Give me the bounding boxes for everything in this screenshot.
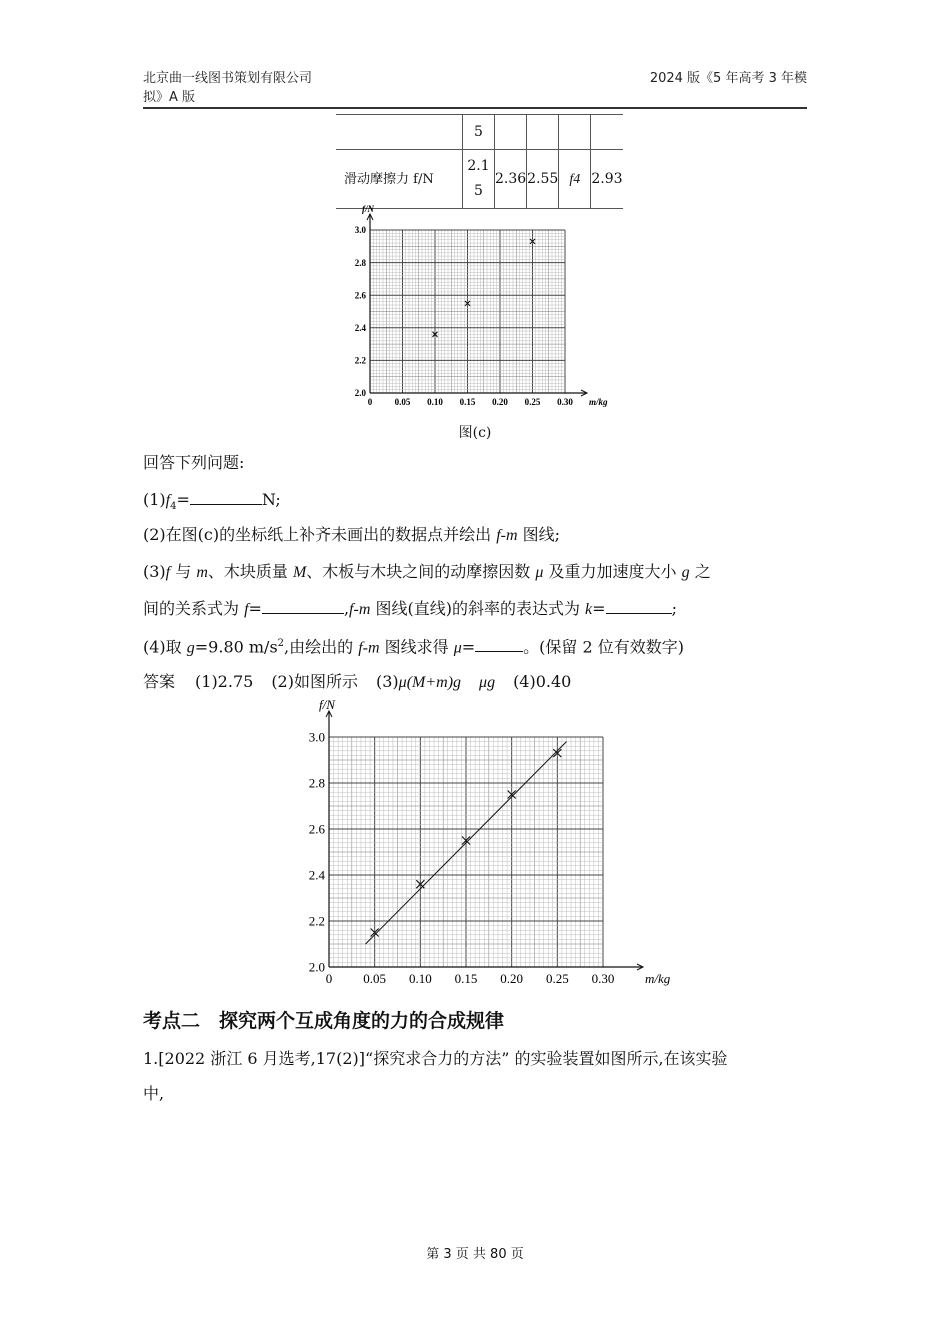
q3-text-segment: 与 xyxy=(170,562,197,581)
y-tick-label: 3.0 xyxy=(354,225,366,236)
y-tick-label: 2.2 xyxy=(308,913,325,929)
question-4: (4)取 g=9.80 $m/s^2$,由绘出的 f-m 图线求得 μ= 。(保留 2 位有效数字) xyxy=(143,637,685,657)
answer-blank[interactable] xyxy=(606,597,672,614)
figure-caption: 图(c) xyxy=(458,425,492,441)
section-heading: 考点二 探究两个互成角度的力的合成规律 xyxy=(143,1010,505,1032)
table-row-label: 滑动摩擦力 f/N xyxy=(336,150,463,209)
y-axis-label: f/N xyxy=(319,697,335,712)
y-tick-label: 2.8 xyxy=(354,257,366,268)
q3-text-segment: 、木板与木块之间的动摩擦因数 xyxy=(306,562,536,581)
q3-text-segment: g xyxy=(681,564,690,581)
q3-text-segment: (3) xyxy=(143,562,166,581)
question-3-line2: 间的关系式为 f= ,f-m 图线(直线)的斜率的表达式为 k= ; xyxy=(143,599,677,618)
question-2: (2)在图(c)的坐标纸上补齐未画出的数据点并绘出 f-m 图线; xyxy=(143,525,561,544)
q3-text-segment: μ xyxy=(535,564,544,581)
table-cell xyxy=(336,115,463,150)
q3-text-segment: f xyxy=(165,564,171,581)
question-3-line1 xyxy=(143,561,711,584)
x-axis-label: m/kg xyxy=(645,971,671,986)
data-table xyxy=(336,114,623,209)
answer-line: 答案 (1)2.75 (2)如图所示 (3)μ(M+m)g μg (4)0.40 xyxy=(143,672,572,691)
table-cell: 2.36 xyxy=(495,150,527,209)
header-right: 2024 版《5 年高考 3 年模 xyxy=(649,71,807,86)
x-tick-label: 0.05 xyxy=(394,397,411,407)
y-tick-label: 2.6 xyxy=(354,290,366,301)
table-cell xyxy=(495,115,527,150)
x-tick-label: 0.30 xyxy=(591,971,615,986)
x-tick-label: 0.25 xyxy=(545,971,569,986)
problem-1-line2: 中, xyxy=(143,1084,165,1103)
q3-text-segment: 、木块质量 xyxy=(207,562,293,581)
table-cell xyxy=(591,115,623,150)
answer-blank[interactable] xyxy=(262,597,344,614)
y-tick-label: 2.4 xyxy=(308,867,325,883)
answer-blank[interactable] xyxy=(190,488,262,505)
page-footer: 第 3 页 共 80 页 xyxy=(426,1247,524,1262)
q3-text-segment: 之 xyxy=(689,562,711,581)
x-tick-label: 0.30 xyxy=(557,397,573,407)
y-axis-label: f/N xyxy=(362,204,374,214)
header-left-line2: 拟》A 版 xyxy=(143,90,196,105)
y-tick-label: 2.6 xyxy=(308,821,325,837)
q3-text-segment: M xyxy=(292,564,307,581)
x-tick-label: 0.20 xyxy=(500,971,524,986)
header-rule xyxy=(143,107,807,109)
y-tick-label: 2.0 xyxy=(308,959,325,975)
chart-answer-graph xyxy=(296,697,671,994)
y-tick-label: 2.8 xyxy=(308,775,325,791)
q3-text-segment: 及重力加速度大小 xyxy=(543,562,682,581)
x-tick-label: 0.15 xyxy=(459,397,476,407)
x-tick-label: 0 xyxy=(325,971,333,986)
x-tick-label: 0.05 xyxy=(363,971,387,986)
x-tick-label: 0.15 xyxy=(454,971,478,986)
table-cell xyxy=(527,115,559,150)
table-cell: 2.93 xyxy=(591,150,623,209)
question-intro: 回答下列问题: xyxy=(143,453,245,472)
y-tick-label: 3.0 xyxy=(308,729,325,745)
x-tick-label: 0.10 xyxy=(408,971,432,986)
problem-1-line1: 1.[2022 浙江 6 月选考,17(2)]“探究求合力的方法” 的实验装置如图所示,在该实验 xyxy=(143,1049,728,1068)
table-cell xyxy=(559,115,591,150)
table-cell: 2.1 5 xyxy=(463,150,495,209)
y-tick-label: 2.4 xyxy=(354,322,366,333)
question-1: $(1)f_4= N$; xyxy=(143,490,281,513)
y-tick-label: 2.2 xyxy=(354,355,366,366)
x-axis-label: m/kg xyxy=(589,397,608,407)
x-tick-label: 0.20 xyxy=(492,397,508,407)
y-tick-label: 2.0 xyxy=(354,388,366,399)
x-tick-label: 0 xyxy=(367,397,373,407)
chart-figure-c xyxy=(340,203,610,418)
x-tick-label: 0.10 xyxy=(427,397,443,407)
table-cell: f4 xyxy=(559,150,591,209)
x-tick-label: 0.25 xyxy=(524,397,541,407)
q3-text-segment: m xyxy=(196,564,208,581)
table-cell: 5 xyxy=(463,115,495,150)
table-cell: 2.55 xyxy=(527,150,559,209)
header-left-line1: 北京曲一线图书策划有限公司 xyxy=(143,71,313,86)
answer-blank[interactable] xyxy=(475,635,523,652)
